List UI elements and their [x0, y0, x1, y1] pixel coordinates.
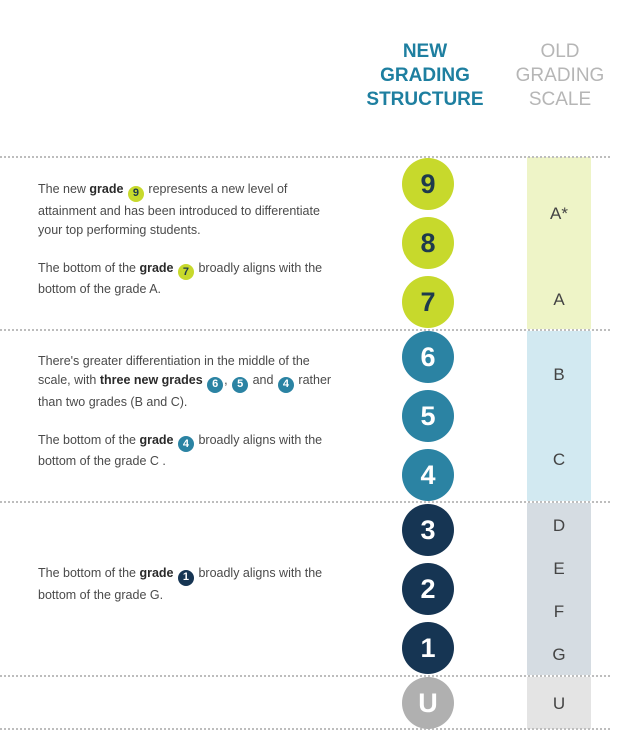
- old-grade-d: D: [552, 516, 566, 535]
- grade-5-circle: 5: [402, 390, 454, 442]
- old-grade-f: F: [553, 602, 565, 621]
- heading-line: SCALE: [528, 89, 592, 110]
- grade-3-circle: 3: [402, 504, 454, 556]
- text: rather than two grades (B and C).: [38, 373, 332, 409]
- grade-6-chip: 6: [207, 377, 223, 393]
- heading-line: STRUCTURE: [366, 89, 484, 110]
- old-grade-a: A: [553, 290, 565, 309]
- text: The new: [38, 182, 90, 196]
- text: broadly aligns with the bottom of the grade A.: [38, 260, 323, 296]
- old-grade-a-star: A*: [550, 204, 568, 223]
- grade-word: grade: [89, 182, 124, 196]
- old-grade-u: U: [552, 694, 566, 713]
- grade-4-chip: 4: [178, 436, 194, 452]
- text: The bottom of the: [38, 260, 140, 275]
- old-band-middle: [527, 331, 591, 501]
- grade-word: grade: [139, 566, 174, 580]
- old-grade-g: G: [552, 645, 566, 664]
- grade-1-circle: 1: [402, 622, 454, 674]
- grade-4-circle: 4: [402, 449, 454, 501]
- divider: [0, 501, 610, 503]
- grade-8-circle: 8: [402, 217, 454, 269]
- divider: [0, 329, 610, 331]
- section-lower-description: [38, 564, 338, 605]
- paragraph: [38, 431, 338, 472]
- text: and: [249, 373, 277, 387]
- grade-word: grade: [139, 260, 174, 275]
- text: The bottom of the: [38, 432, 140, 447]
- heading-line: GRADING: [515, 65, 605, 86]
- grade-u-circle: U: [402, 677, 454, 729]
- new-grading-structure-heading: [355, 40, 495, 112]
- text: There's greater differentiation in the middle of the scale, with: [38, 354, 310, 387]
- old-grade-e: E: [553, 559, 565, 578]
- paragraph: [38, 180, 338, 240]
- grade-2-circle: 2: [402, 563, 454, 615]
- text: ,: [224, 373, 228, 387]
- paragraph: [38, 259, 338, 300]
- text: broadly aligns with the bottom of the grade C .: [38, 432, 323, 468]
- divider: [0, 728, 610, 730]
- three-new-grades: three new grades: [99, 373, 203, 387]
- old-grading-scale-heading: [510, 40, 610, 112]
- old-grade-c: C: [552, 450, 566, 469]
- text: The bottom of the: [38, 566, 140, 580]
- text: broadly aligns with the bottom of the grade G.: [38, 566, 323, 602]
- text: represents a new level of attainment and has been introduced to differentiate your top performing students.: [38, 182, 320, 237]
- heading-line: OLD: [540, 41, 580, 62]
- grade-7-chip: 7: [178, 264, 194, 280]
- paragraph: [38, 352, 338, 412]
- grade-5-chip: 5: [232, 377, 248, 393]
- grade-9-circle: 9: [402, 158, 454, 210]
- section-top-description: [38, 180, 338, 299]
- section-middle-description: [38, 352, 338, 471]
- grade-7-circle: 7: [402, 276, 454, 328]
- grade-9-chip: 9: [128, 186, 144, 202]
- grade-word: grade: [139, 432, 174, 447]
- heading-line: NEW: [402, 41, 448, 62]
- grade-1-chip: 1: [178, 570, 194, 586]
- grade-4-chip: 4: [278, 377, 294, 393]
- divider: [0, 156, 610, 158]
- heading-line: GRADING: [380, 65, 470, 86]
- paragraph: [38, 564, 338, 605]
- grade-6-circle: 6: [402, 331, 454, 383]
- divider: [0, 675, 610, 677]
- old-grade-b: B: [553, 365, 565, 384]
